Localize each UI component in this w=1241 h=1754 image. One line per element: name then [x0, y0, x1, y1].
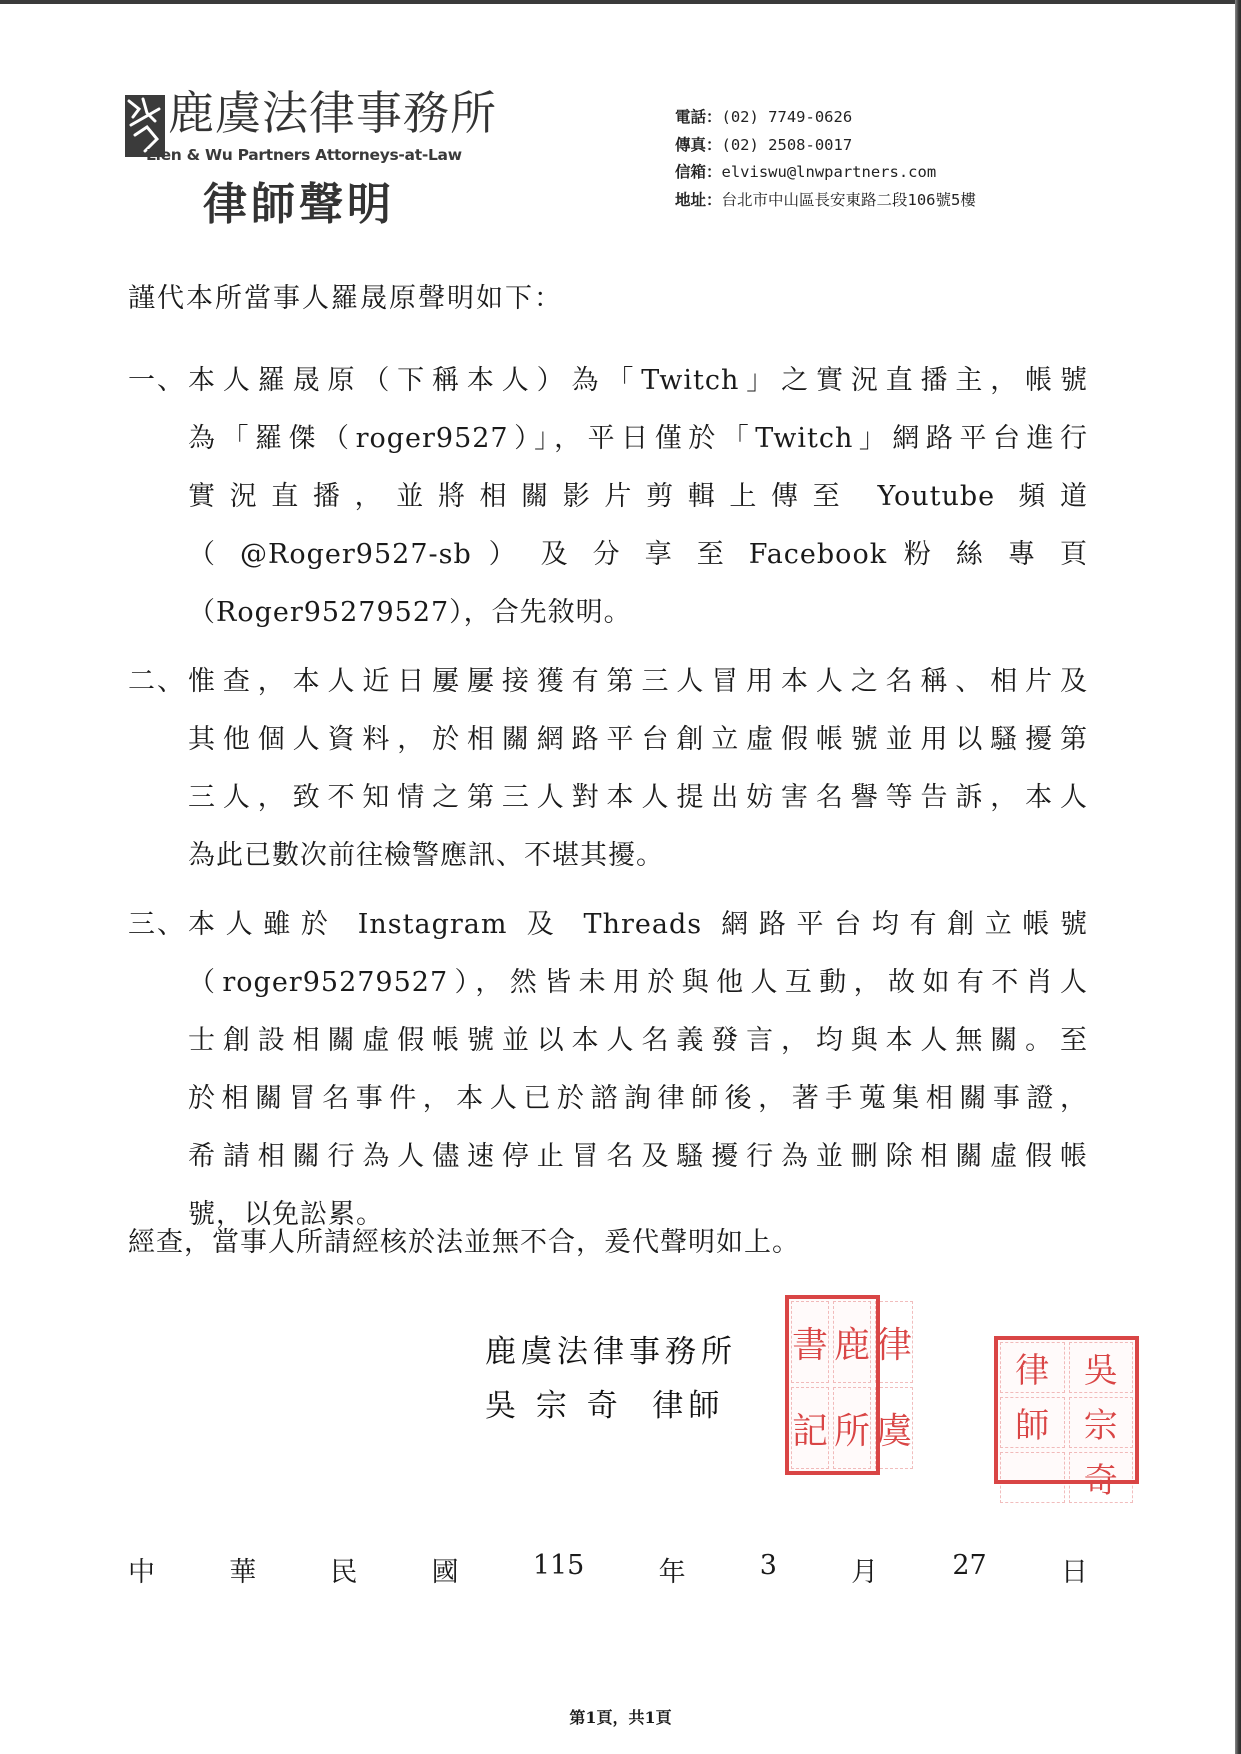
- email-value: elviswu@lnwpartners.com: [721, 163, 937, 181]
- signature-lawyer: 吳 宗 奇 律師: [485, 1388, 725, 1424]
- date-day: 27: [952, 1550, 987, 1581]
- scan-border-top: [0, 0, 1241, 4]
- signature-block: [485, 1325, 737, 1433]
- document-title: 律師聲明: [203, 179, 395, 230]
- address-value: 台北市中山區長安東路二段106號5樓: [721, 190, 976, 209]
- lawyer-seal-stamp: 律 吳 師 宗 奇: [994, 1336, 1139, 1484]
- contact-fax: 傳真：(02) 2508-0017: [675, 135, 853, 154]
- fax-value: (02) 2508-0017: [721, 135, 853, 154]
- item-number: 一、: [128, 365, 186, 396]
- date-year: 115: [532, 1550, 585, 1581]
- item-number: 二、: [128, 666, 186, 697]
- contact-block: [675, 104, 976, 214]
- statement-item-1: 一、 本人羅晟原（下稱本人）為「Twitch」之實況直播主，帳號 為「羅傑（roger9527）」，平日僅於「Twitch」網路平台進行 實況直播，並將相關影片剪輯上傳至 Youtube 頻道 （ @Roger9527-sb ） 及 分 享 至 Facebook 粉 絲 專 頁 （Roger95279527），合先敘明。: [128, 352, 1088, 642]
- scan-border-right: [1235, 0, 1241, 1754]
- firm-name-zh: 鹿虞法律事務所: [168, 86, 497, 140]
- statement-items: [128, 352, 1088, 1255]
- page-number: 第1頁，共1頁: [569, 1708, 672, 1727]
- contact-phone: 電話：(02) 7749-0626: [675, 108, 853, 126]
- date-month: 3: [759, 1550, 777, 1581]
- statement-conclusion: 經查，當事人所請經核於法並無不合，爰代聲明如上。: [128, 1227, 800, 1258]
- firm-seal-stamp: 書 鹿 律 記 所 虞: [785, 1295, 880, 1475]
- statement-item-3: 三、 本人雖於 Instagram 及 Threads 網路平台均有創立帳號 （roger95279527），然皆未用於與他人互動，故如有不肖人 士創設相關虛假帳號並以本人名義發言，均與本人無關。至 於相關冒名事件，本人已於諮詢律師後，著手蒐集相關事證， 希請相關行為人儘速停止冒名及騷擾行為並刪除相關虛假帳 號，以免訟累。: [128, 896, 1088, 1244]
- statement-item-2: 二、 惟查，本人近日屢屢接獲有第三人冒用本人之名稱、相片及 其他個人資料，於相關網路平台創立虛假帳號並用以騷擾第 三人，致不知情之第三人對本人提出妨害名譽等告訴，本人 為此已數次前往檢警應訊、不堪其擾。: [128, 653, 1088, 885]
- phone-value: (02) 7749-0626: [721, 108, 853, 126]
- signature-firm: 鹿虞法律事務所: [485, 1334, 737, 1370]
- contact-email: 信箱：elviswu@lnwpartners.com: [675, 163, 937, 181]
- contact-address: 地址：台北市中山區長安東路二段106號5樓: [675, 190, 976, 209]
- item-number: 三、: [128, 909, 186, 940]
- statement-intro: 謹代本所當事人羅晟原聲明如下：: [128, 283, 563, 314]
- firm-name-en: Lien & Wu Partners Attorneys-at-Law: [146, 146, 462, 164]
- document-date: 中 華 民 國 115 年 3 月 27 日: [128, 1550, 1088, 1588]
